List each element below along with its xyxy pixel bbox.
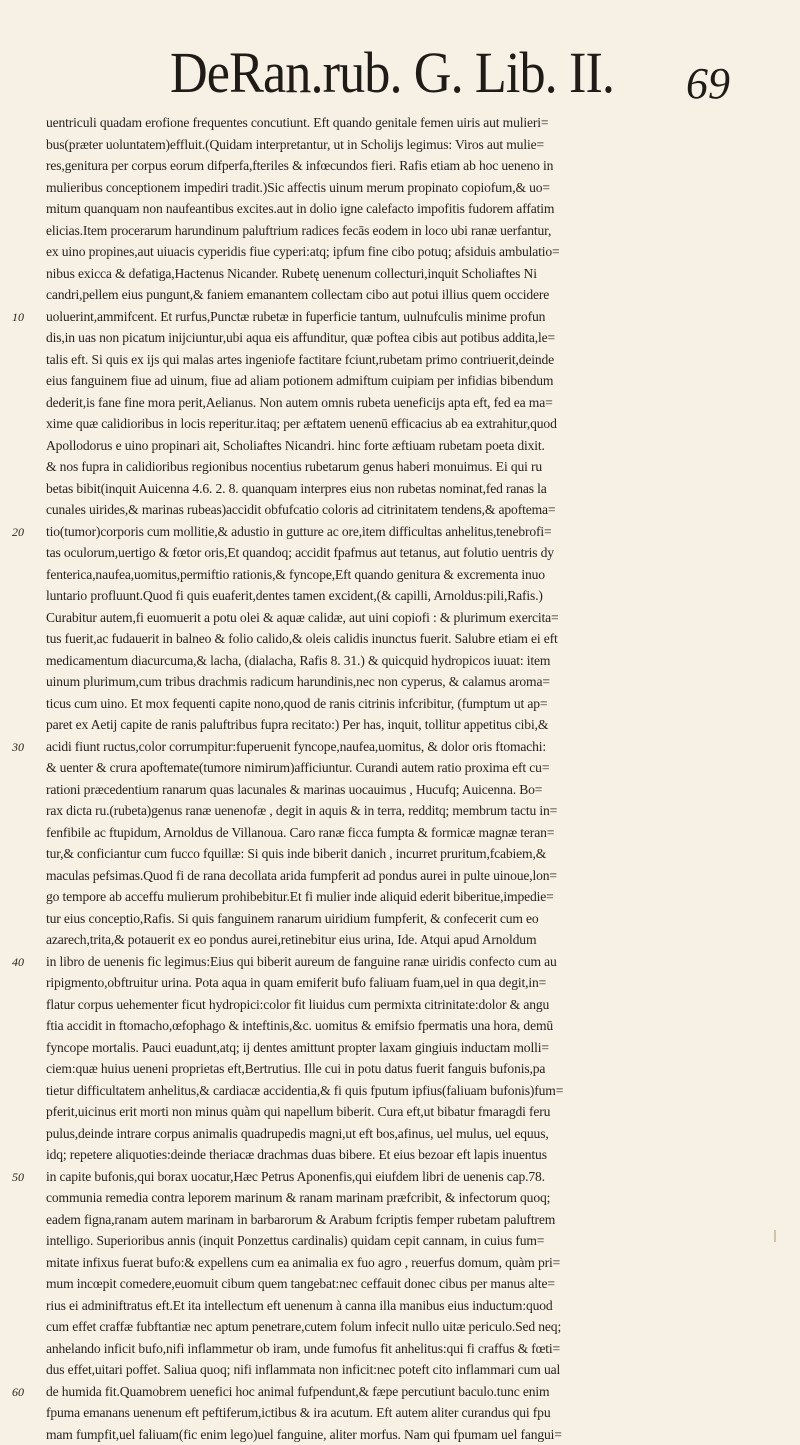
text-line: fyncope mortalis. Pauci euadunt,atq; ij dentes amittunt propter laxam gingiuis inductam molli= — [46, 1037, 726, 1059]
text-line: betas bibit(inquit Auicenna 4.6. 2. 8. quanquam interpres eius non rubetas nominat,fed ranas la — [46, 478, 726, 500]
text-line: azarech,trita,& potauerit ex eo pondus aurei,retinebitur eius urina, Ide. Atqui apud Arnoldum — [46, 929, 726, 951]
text-line: pferit,uicinus erit morti non minus quàm qui napellum biberit. Cura eft,ut bibatur fmaragdi feru — [46, 1101, 726, 1123]
text-line: anhelando inficit bufo,nifi inflammetur ob iram, unde fumofus fit anhelitus:qui fi craffus & fœti= — [46, 1338, 726, 1360]
text-line: tio(tumor)corporis cum mollitie,& adustio in gutture ac ore,item difficultas anhelitus,tenebrofi= — [46, 521, 726, 543]
page-number: 69 — [686, 62, 730, 106]
text-line: in libro de uenenis fic legimus:Eius qui biberit aureum de fanguine ranæ uiridis confecto cum au — [46, 951, 726, 973]
text-line: fenfibile ac ftupidum, Arnoldus de Villanoua. Caro ranæ ficca fumpta & formicæ magnæ teran= — [46, 822, 726, 844]
text-line: & nos fupra in calidioribus regionibus nocentius rubetarum genus haberi monuimus. Ei qui ru — [46, 456, 726, 478]
margin-line-number: 10 — [12, 310, 24, 325]
text-line: mam fumpfit,uel faliuam(fic enim lego)uel fanguine, aliter morfus. Nam qui fpumam uel fangui= — [46, 1424, 726, 1445]
text-line: ticus cum uino. Et mox fequenti capite nono,quod de ranis citrinis infcribitur, (fumptum ut ap= — [46, 693, 726, 715]
text-line: talis eft. Si quis ex ijs qui malas artes ingeniofe factitare fciunt,rubetam primo contriuerit,deinde — [46, 349, 726, 371]
margin-line-number: 30 — [12, 740, 24, 755]
text-line: dus effet,uitari poffet. Saliua quoq; nifi inflammata non inficit:nec poteft cito inflammari cum ual — [46, 1359, 726, 1381]
text-line: idq; repetere aliquoties:deinde theriacæ drachmas duas bibere. Et eius bezoar eft lapis inuentus — [46, 1144, 726, 1166]
text-line: intelligo. Superioribus annis (inquit Ponzettus cardinalis) quidam cepit cannam, in cuius fum= — [46, 1230, 726, 1252]
text-line: cum effet craffæ fubftantiæ nec aptum penetrare,cutem folum infecit nullo uitæ periculo.Sed neq; — [46, 1316, 726, 1338]
text-line: eadem figna,ranam autem marinam in barbarorum & Arabum fcriptis femper rubetam paluftrem — [46, 1209, 726, 1231]
text-line: pulus,deinde intrare corpus animalis quadrupedis magni,ut eft bos,afinus, uel mulus, uel equus, — [46, 1123, 726, 1145]
running-head: DeRan.rub. G. Lib. II. — [170, 44, 614, 102]
text-line: nibus exiccа & defatiga,Hactenus Nicander. Rubetę uenenum collecturi,inquit Scholiaftes Ni — [46, 263, 726, 285]
text-line: ftia accidit in ftomacho,œfophago & inteftinis,&c. uomitus & emifsio fpermatis una hora, demū — [46, 1015, 726, 1037]
margin-line-number: 20 — [12, 525, 24, 540]
text-line: candri,pellem eius pungunt,& faniem emanantem collectam cibo aut potui illius quem occidere — [46, 284, 726, 306]
text-line: fenterica,naufea,uomitus,permiftio rationis,& fyncope,Eft quando genitura & excrementa inuo — [46, 564, 726, 586]
text-line: fpuma emanans uenenum eft peftiferum,ictibus & ira acutum. Eft autem aliter curandus qui fpu — [46, 1402, 726, 1424]
text-line: Curabitur autem,fi euomuerit a potu olei & aquæ calidæ, aut uini copiofi : & plurimum exercita= — [46, 607, 726, 629]
text-line: flatur corpus uehementer ficut hydropici:color fit liuidus cum permixta citrinitate:dolor & angu — [46, 994, 726, 1016]
paper-stain — [774, 1230, 776, 1242]
text-line: uinum plurimum,cum tribus drachmis radicum harundinis,nec non cyperus, & calamus aroma= — [46, 671, 726, 693]
text-line: dederit,is fane fine mora perit,Aelianus. Non autem omnis rubeta ueneficijs apta eft, fed ea ma= — [46, 392, 726, 414]
text-line: xime quæ calidioribus in locis reperitur.itaq; per æftatem uenenū efficacius ab ea extrahitur,quod — [46, 413, 726, 435]
text-line: rationi præcedentium ranarum quas lacunales & marinas uocauimus , Hucufq; Auicenna. Bo= — [46, 779, 726, 801]
text-line: mulieribus conceptionem impediri tradit.)Sic affectis uinum merum propinato copiofum,& uo= — [46, 177, 726, 199]
text-line: cunales uirides,& marinas rubeas)accidit obfufcatio coloris ad citrinitatem tendens,& apoftema= — [46, 499, 726, 521]
text-line: rax dicta ru.(rubeta)genus ranæ uenenofæ , degit in aquis & in terra, redditq; membrum tactu in= — [46, 800, 726, 822]
text-line: communia remedia contra leporem marinum & ranam marinam præfcribit, & infectorum quoq; — [46, 1187, 726, 1209]
text-line: uoluerint,ammifcent. Et rurfus,Punctæ rubetæ in fuperficie tantum, uulnufculis minime profun — [46, 306, 726, 328]
text-line: eius fanguinem fiue ad uinum, fiue ad aliam potionem admiftum cuipiam per infidias bibendum — [46, 370, 726, 392]
text-line: de humida fit.Quamobrem uenefici hoc animal fufpendunt,& fæpe percutiunt baculo.tunc enim — [46, 1381, 726, 1403]
text-line: mitum quanquam non naufeantibus excites.aut in dolio igne calefacto impofitis fudorem affatim — [46, 198, 726, 220]
text-line: bus(præter uoluntatem)effluit.(Quidam interpretantur, ut in Scholijs legimus: Viros aut mulie= — [46, 134, 726, 156]
margin-line-number: 60 — [12, 1385, 24, 1400]
text-line: ex uino propines,aut uiuacis cyperidis fiue cyperi:atq; ipfum fine cibo potuq; afsiduis ambulatio= — [46, 241, 726, 263]
text-line: tus fuerit,ac fudauerit in balneo & folio calido,& oleis calidis inunctus fuerit. Salubre etiam ei eft — [46, 628, 726, 650]
body-text — [46, 112, 726, 1445]
text-line: & uenter & crura apoftemate(tumore nimirum)afficiuntur. Curandi autem ratio proxima eft cu= — [46, 757, 726, 779]
text-line: tur eius conceptio,Rafis. Si quis fanguinem ranarum uiridium fumpferit, & confecerit cum eo — [46, 908, 726, 930]
text-line: dis,in uas non picatum inijciuntur,ubi aqua eis affunditur, quæ poftea cibis aut potibus addita,le= — [46, 327, 726, 349]
text-line: medicamentum diacurcuma,& lacha, (dialacha, Rafis 8. 31.) & quicquid hydropicos iuuat: item — [46, 650, 726, 672]
text-line: in capite bufonis,qui borax uocatur,Hæc Petrus Aponenfis,qui eiufdem libri de uenenis cap.78. — [46, 1166, 726, 1188]
text-line: tur,& conficiantur cum fucco fquillæ: Si quis inde biberit danich , incurret pruritum,fcabiem,& — [46, 843, 726, 865]
text-line: Apollodorus e uino propinari ait, Scholiaftes Nicandri. hinc forte æftiuam rubetam poeta dixit. — [46, 435, 726, 457]
margin-line-number: 50 — [12, 1170, 24, 1185]
text-line: mitate infixus fuerat bufo:& expellens cum ea animalia ex fuo agro , reuerfus domum, quàm pri= — [46, 1252, 726, 1274]
text-line: go tempore ab acceffu mulierum prohibebitur.Et fi mulier inde aliquid ederit biberitue,impedie= — [46, 886, 726, 908]
text-line: tietur difficultatem anhelitus,& cardiacæ accidentia,& fi quis fputum ipfius(faliuam bufonis)fum= — [46, 1080, 726, 1102]
margin-line-number: 40 — [12, 955, 24, 970]
text-line: uentriculi quadam erofione frequentes concutiunt. Eft quando genitale femen uiris aut mulieri= — [46, 112, 726, 134]
text-line: luntario profluunt.Quod fi quis euaferit,dentes tamen excident,(& capilli, Arnoldus:pili,Rafis.) — [46, 585, 726, 607]
text-line: tas oculorum,uertigo & fœtor oris,Et quandoq; accidit fpafmus aut tetanus, aut folutio uentris dy — [46, 542, 726, 564]
text-line: ciem:quæ huius ueneni proprietas eft,Bertrutius. Ille cui in potu datus fuerit fanguis bufonis,pa — [46, 1058, 726, 1080]
text-line: paret ex Aetij capite de ranis paluftribus fupra recitato:) Per has, inquit, tollitur appetitus cibi,& — [46, 714, 726, 736]
text-line: mum incœpit comedere,euomuit cibum quem tangebat:nec ceffauit donec cibus per manus alte= — [46, 1273, 726, 1295]
text-line: acidi fiunt ructus,color corrumpitur:fuperuenit fyncope,naufea,uomitus, & dolor oris ftomachi: — [46, 736, 726, 758]
text-line: res,genitura per corpus eorum difperfa,fteriles & infœcundos fieri. Rafis etiam ab hoc ueneno in — [46, 155, 726, 177]
text-line: elicias.Item procerarum harundinum paluftrium radices fecās eodem in loco ubi ranæ uerfantur, — [46, 220, 726, 242]
page-header — [170, 40, 730, 110]
text-line: maculas pefsimas.Quod fi de rana decollata arida fumpferit ad pondus aurei in pulte uinoue,lon= — [46, 865, 726, 887]
text-line: rius ei adminiftratus eft.Et ita intellectum eft uenenum à canna illa manibus eius inductum:quod — [46, 1295, 726, 1317]
text-line: ripigmento,obftruitur urina. Pota aqua in quam emiferit bufo faliuam fuam,uel in qua degit,in= — [46, 972, 726, 994]
